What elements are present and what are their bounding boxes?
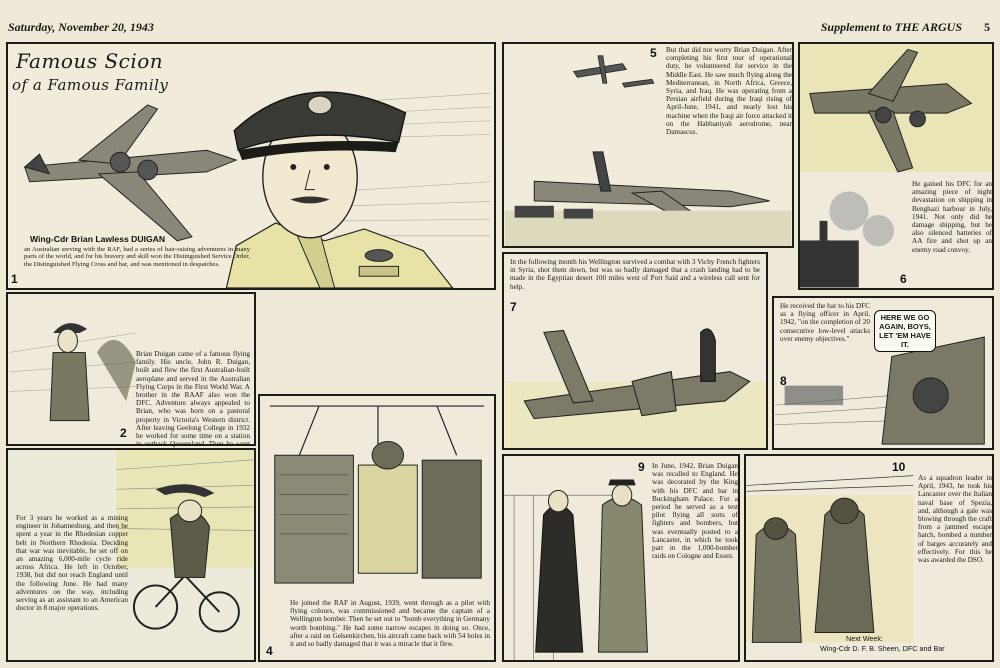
- header-supplement: Supplement to THE ARGUS: [820, 20, 962, 34]
- panel-7: [502, 252, 768, 450]
- panel-2-number: 2: [120, 426, 127, 440]
- panel-1: [6, 42, 496, 290]
- panel-5-text: But that did not worry Brian Duigan. After completing his first tour of operational duty, he volunteered for service in the Middle East. He saw much flying along the Mediterranean, in North Africa, Greece, Syria, and Iraq. He was operating from a Persian airfield during the Iraqi rising of April-June, 1941, and nearly lost his machine when the Iraqi air force attacked it on the Habbaniyah aerodrome, near Damascus.: [666, 46, 792, 137]
- panel-6-number: 6: [900, 272, 907, 286]
- panel-9-text: In June, 1942, Brian Duigan was recalled to England. He was decorated by the King with his DFC and bar in Buckingham Palace. For a period he served as a test pilot flying all sorts of fighters and bombers, but was eventually posted to a Lancaster, in which he took part in the 1,000-bomber raids on Cologne and Essen.: [652, 462, 738, 561]
- panel-10: [744, 454, 994, 662]
- title-line-2: of a Famous Family: [12, 76, 169, 94]
- panel-1-name: Wing-Cdr Brian Lawless DUIGAN: [30, 234, 166, 244]
- header-page-number: 5: [984, 20, 990, 34]
- next-week-name: Wing-Cdr D. F. B. Sheen, DFC and Bar: [820, 644, 945, 653]
- panel-9: [502, 454, 740, 662]
- panel-6: [798, 42, 994, 290]
- page-header: [0, 0, 1000, 38]
- next-week-label: Next Week:: [846, 634, 884, 643]
- panel-4-number: 4: [266, 644, 273, 658]
- panel-8-text: He received the bar to his DFC as a flying officer in April, 1942, "on the completion of 20 consecutive low-level attacks over enemy objectives.": [780, 302, 870, 343]
- panel-7-number: 7: [510, 300, 517, 314]
- panel-2: [6, 292, 256, 449]
- panel-8: [772, 296, 994, 450]
- panel-6-text: He gained his DFC for an amazing piece of night devastation on shipping in Benghazi harbour in July, 1941. Not only did he damage shipping, but he also silenced batteries of AA fire and shot up an enemy road convoy.: [912, 180, 992, 254]
- panel-8-number: 8: [780, 374, 787, 388]
- panel-7-text: In the following month his Wellington survived a combat with 3 Vichy French fighters in Syria, shot them down, but was so badly damaged that a crash landing had to be made in the Egyptian desert 100 miles west of Port Said and a wireless call sent for help.: [510, 258, 760, 291]
- panel-10-number: 10: [892, 460, 906, 474]
- panel-5: [502, 42, 794, 248]
- panel-1-number: 1: [11, 272, 18, 286]
- title-line-1: Famous Scion: [16, 49, 164, 73]
- panel-1-text: an Australian serving with the RAF, had a series of hair-raising adventures in many parts of the world, and for his bravery and skill won the Distinguished Service Order, the Distinguished Flying Cross and bar, and was mentioned in despatches.: [24, 246, 250, 268]
- panel-4: [258, 394, 496, 662]
- panel-3-text: For 3 years he worked as a mining engineer in Johannesburg, and then he spent a year in the Rhodesian copper belt in Northern Rhodesia. Deciding that war was inevitable, he set off on an amazing 6,000-mile cycle ride across Africa. He left in October, 1938, but did not reach England until the following June. He had many adventures on the way, including serving as an assistant to an American doctor in 8 major operations.: [16, 514, 128, 613]
- header-date: Saturday, November 20, 1943: [8, 20, 154, 34]
- panel-10-text: As a squadron leader in April, 1943, he took his Lancaster over the Italian naval base of Spezia, and, although a gale was blowing through the craft from a jammed escape hatch, bombed a number of barges accurately and effectively. For this he was awarded the DSO.: [918, 474, 992, 565]
- panel-2-text: Brian Duigan came of a famous flying family. His uncle, John R. Duigan, built and flew the first Australian-built aeroplane and served in the Australian Flying Corps in the First World War. A brother in the RAAF also won the DFC. Adventure always appealed to Brian, who was born on a pastoral property in Victoria's Western district. After leaving Geelong College in 1932 he worked for some time on a station in outback Queensland. Then he went: [136, 350, 250, 449]
- panel-3: [6, 448, 256, 662]
- panel-4-text: He joined the RAF in August, 1939, went through as a pilot with flying colours, was commissioned and became the captain of a Wellington bomber. Then he set out to "bomb everything in Germany worth bombing." He had some narrow escapes in doing so. Once, after a raid on Gelsenkirchen, his aircraft came back with 54 holes in it and so badly damaged that it was a miracle that it flew.: [290, 599, 490, 649]
- speech-bubble: HERE WE GO AGAIN, BOYS, LET 'EM HAVE IT.: [874, 310, 936, 352]
- panel-9-number: 9: [638, 460, 645, 474]
- panel-5-number: 5: [650, 46, 657, 60]
